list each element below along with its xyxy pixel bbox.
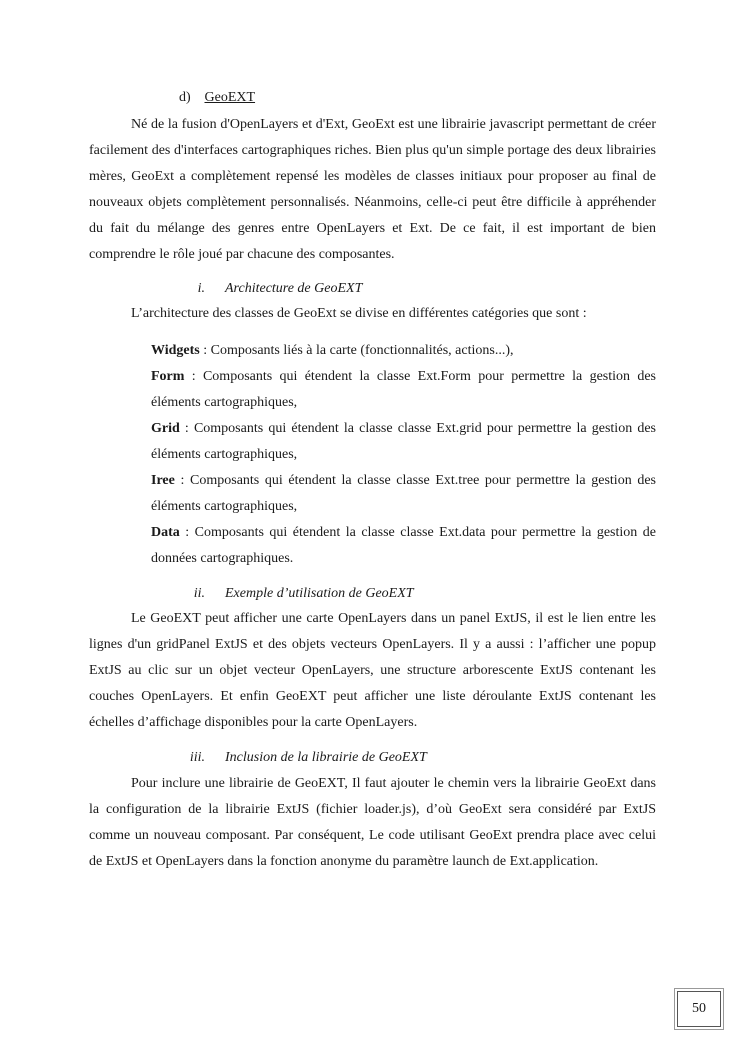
list-item-text: : Composants qui étendent la classe Ext.Form pour permettre la gestion des éléments cartographiques, (151, 369, 656, 410)
inclusion-paragraph (89, 771, 656, 875)
subsection-title: Inclusion de la librairie de GeoEXT (225, 750, 427, 765)
list-item (151, 364, 656, 416)
list-item (151, 520, 656, 572)
intro-paragraph (89, 112, 656, 268)
list-item-text: : Composants qui étendent la classe classe Ext.data pour permettre la gestion de données cartographiques. (151, 525, 656, 566)
list-item-text: : Composants liés à la carte (fonctionnalités, actions...), (199, 343, 514, 358)
architecture-list (151, 338, 656, 572)
subsection-number: i. (197, 281, 205, 296)
list-item-term: Widgets (151, 343, 200, 358)
inclusion-paragraph-text: Pour inclure une librairie de GeoEXT, Il faut ajouter le chemin vers la librairie GeoExt dans la configuration de la librairie ExtJS (fichier loader.js), d’où GeoExt sera considéré par ExtJS comme un nouveau composant. Par conséquent, Le code utilisant GeoExt prendra place avec celui de ExtJS et OpenLayers dans la fonction anonyme du paramètre launch de Ext.application. (89, 776, 656, 869)
list-item (151, 338, 656, 364)
list-item-text: : Composants qui étendent la classe classe Ext.grid pour permettre la gestion des éléments cartographiques, (151, 421, 656, 462)
section-title: GeoEXT (204, 90, 256, 105)
section-number: d) (179, 90, 191, 105)
list-item (151, 416, 656, 468)
section-heading (89, 88, 255, 108)
subsection-heading-example (89, 584, 414, 604)
subsection-title: Exemple d’utilisation de GeoEXT (225, 586, 414, 601)
list-item-term: Iree (151, 473, 175, 488)
example-paragraph (89, 606, 656, 736)
list-item-term: Data (151, 525, 180, 540)
list-item-text: : Composants qui étendent la classe classe Ext.tree pour permettre la gestion des éléments cartographiques, (151, 473, 656, 514)
subsection-number: ii. (193, 586, 205, 601)
list-item-term: Grid (151, 421, 180, 436)
page-number: 50 (677, 991, 721, 1027)
subsection-title: Architecture de GeoEXT (225, 281, 363, 296)
subsection-heading-inclusion (89, 748, 427, 768)
architecture-lead: L’architecture des classes de GeoExt se divise en différentes catégories que sont : (131, 306, 587, 321)
subsection-number: iii. (189, 750, 205, 765)
list-item-term: Form (151, 369, 185, 384)
list-item (151, 468, 656, 520)
example-paragraph-text: Le GeoEXT peut afficher une carte OpenLayers dans un panel ExtJS, il est le lien entre les lignes d'un gridPanel ExtJS et des objets vecteurs OpenLayers. Il y a aussi : l’afficher une popup ExtJS au clic sur un objet vecteur OpenLayers, une structure arborescente ExtJS contenant les couches OpenLayers. Et enfin GeoEXT peut afficher une liste déroulante ExtJS contenant les échelles d’affichage disponibles pour la carte OpenLayers. (89, 611, 656, 730)
intro-paragraph-text: Né de la fusion d'OpenLayers et d'Ext, GeoExt est une librairie javascript permettant de créer facilement des d'interfaces cartographiques riches. Bien plus qu'un simple portage des deux librairies mères, GeoExt a complètement repensé les modèles de classes initiaux pour proposer au final de nouveaux objets complètement personnalisés. Néanmoins, celle-ci peut être difficile à appréhender du fait du mélange des genres entre OpenLayers et Ext. De ce fait, il est important de bien comprendre le rôle joué par chacune des composantes. (89, 117, 656, 262)
subsection-heading-architecture (89, 279, 362, 299)
